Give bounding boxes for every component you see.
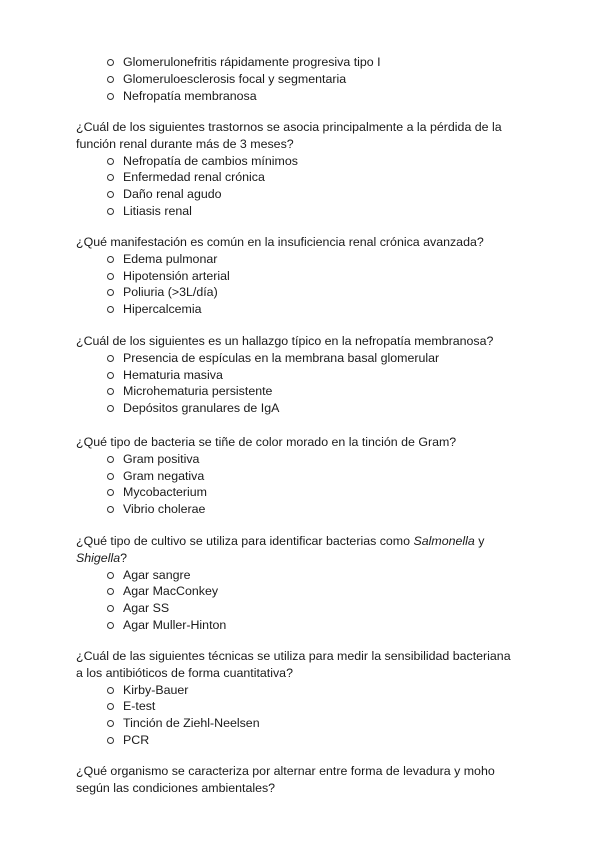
question-line: ¿Cuál de los siguientes trastornos se asocia principalmente a la pérdida de la [76, 120, 502, 134]
circle-bullet-icon [107, 622, 114, 629]
circle-bullet-icon [107, 605, 114, 612]
options-list [76, 251, 526, 318]
list-item [107, 203, 526, 220]
list-item [107, 284, 526, 301]
option-text: PCR [123, 732, 150, 747]
italic-organism: Salmonella [413, 534, 475, 548]
list-item [107, 732, 526, 749]
circle-bullet-icon [107, 473, 114, 480]
question-text [76, 763, 526, 797]
list-item [107, 451, 526, 468]
list-item [107, 600, 526, 617]
question-block-4 [76, 434, 526, 518]
list-item [107, 400, 526, 417]
question-line: función renal durante más de 3 meses? [76, 136, 294, 151]
circle-bullet-icon [107, 174, 114, 181]
question-segment: ¿Qué tipo de cultivo se utiliza para identificar bacterias como [76, 534, 414, 548]
circle-bullet-icon [107, 306, 114, 313]
option-text: Mycobacterium [123, 485, 208, 500]
circle-bullet-icon [107, 456, 114, 463]
circle-bullet-icon [107, 737, 114, 744]
option-text: Glomerulonefritis rápidamente progresiva tipo I [123, 55, 381, 69]
option-text: Tinción de Ziehl-Neelsen [123, 716, 260, 731]
option-text: E-test [123, 699, 156, 714]
question-block-7 [76, 763, 526, 797]
option-text: Hipercalcemia [123, 302, 202, 317]
list-item [107, 367, 526, 384]
list-item [107, 617, 526, 634]
question-block-3 [76, 333, 526, 417]
circle-bullet-icon [107, 76, 114, 83]
question-text [76, 648, 526, 682]
question-block-2 [76, 234, 526, 318]
circle-bullet-icon [107, 93, 114, 100]
list-item [107, 186, 526, 203]
options-list [76, 451, 526, 518]
question-line: a los antibióticos de forma cuantitativa? [76, 665, 293, 680]
circle-bullet-icon [107, 191, 114, 198]
circle-bullet-icon [107, 588, 114, 595]
question-line: según las condiciones ambientales? [76, 780, 276, 795]
italic-organism: Shigella [76, 550, 121, 565]
list-item [107, 567, 526, 584]
question-text: ¿Qué manifestación es común en la insuficiencia renal crónica avanzada? [76, 235, 484, 249]
option-text: Presencia de espículas en la membrana basal glomerular [123, 350, 440, 365]
question-block-1 [76, 119, 526, 220]
circle-bullet-icon [107, 208, 114, 215]
circle-bullet-icon [107, 273, 114, 280]
list-item [107, 88, 526, 105]
question-text [76, 119, 526, 153]
question-block-6 [76, 648, 526, 749]
options-list [76, 682, 526, 749]
option-text: Gram positiva [123, 451, 200, 466]
list-item [107, 501, 526, 518]
list-item [107, 682, 526, 699]
question-block-5 [76, 533, 526, 634]
option-text: Agar MacConkey [123, 584, 219, 599]
list-item [107, 698, 526, 715]
question-block-0 [76, 54, 526, 104]
list-item [107, 350, 526, 367]
option-text: Edema pulmonar [123, 251, 218, 266]
option-text: Daño renal agudo [123, 187, 222, 202]
list-item [107, 71, 526, 88]
list-item [107, 715, 526, 732]
circle-bullet-icon [107, 720, 114, 727]
option-text: Enfermedad renal crónica [123, 170, 265, 185]
circle-bullet-icon [107, 59, 114, 66]
list-item [107, 268, 526, 285]
list-item [107, 169, 526, 186]
circle-bullet-icon [107, 355, 114, 362]
list-item [107, 54, 526, 71]
option-text: Agar SS [123, 601, 170, 616]
list-item [107, 484, 526, 501]
option-text: Depósitos granulares de IgA [123, 401, 280, 416]
question-text: ¿Cuál de los siguientes es un hallazgo típico en la nefropatía membranosa? [76, 334, 494, 348]
circle-bullet-icon [107, 256, 114, 263]
option-text: Agar sangre [123, 567, 191, 582]
circle-bullet-icon [107, 703, 114, 710]
list-item [107, 468, 526, 485]
question-text [76, 533, 526, 567]
list-item [107, 251, 526, 268]
options-list [76, 54, 526, 104]
circle-bullet-icon [107, 506, 114, 513]
option-text: Hipotensión arterial [123, 268, 230, 283]
option-text: Hematuria masiva [123, 367, 223, 382]
option-text: Litiasis renal [123, 203, 192, 218]
question-segment: ? [120, 550, 127, 565]
circle-bullet-icon [107, 687, 114, 694]
circle-bullet-icon [107, 158, 114, 165]
question-line: ¿Qué organismo se caracteriza por alternar entre forma de levadura y moho [76, 764, 495, 778]
option-text: Glomeruloesclerosis focal y segmentaria [123, 71, 347, 86]
options-list [76, 567, 526, 634]
options-list [76, 153, 526, 220]
question-segment: y [474, 534, 485, 548]
option-text: Nefropatía membranosa [123, 88, 257, 103]
list-item [107, 153, 526, 170]
circle-bullet-icon [107, 372, 114, 379]
option-text: Poliuria (>3L/día) [123, 285, 218, 300]
option-text: Gram negativa [123, 468, 205, 483]
circle-bullet-icon [107, 405, 114, 412]
option-text: Agar Muller-Hinton [123, 617, 227, 632]
circle-bullet-icon [107, 489, 114, 496]
circle-bullet-icon [107, 289, 114, 296]
option-text: Kirby-Bauer [123, 682, 189, 697]
circle-bullet-icon [107, 572, 114, 579]
option-text: Vibrio cholerae [123, 502, 206, 517]
question-text: ¿Qué tipo de bacteria se tiñe de color morado en la tinción de Gram? [76, 435, 457, 449]
options-list [76, 350, 526, 417]
question-line: ¿Cuál de las siguientes técnicas se utiliza para medir la sensibilidad bacteriana [76, 649, 511, 663]
option-text: Microhematuria persistente [123, 384, 273, 399]
list-item [107, 383, 526, 400]
option-text: Nefropatía de cambios mínimos [123, 153, 298, 168]
list-item [107, 301, 526, 318]
list-item [107, 583, 526, 600]
circle-bullet-icon [107, 388, 114, 395]
